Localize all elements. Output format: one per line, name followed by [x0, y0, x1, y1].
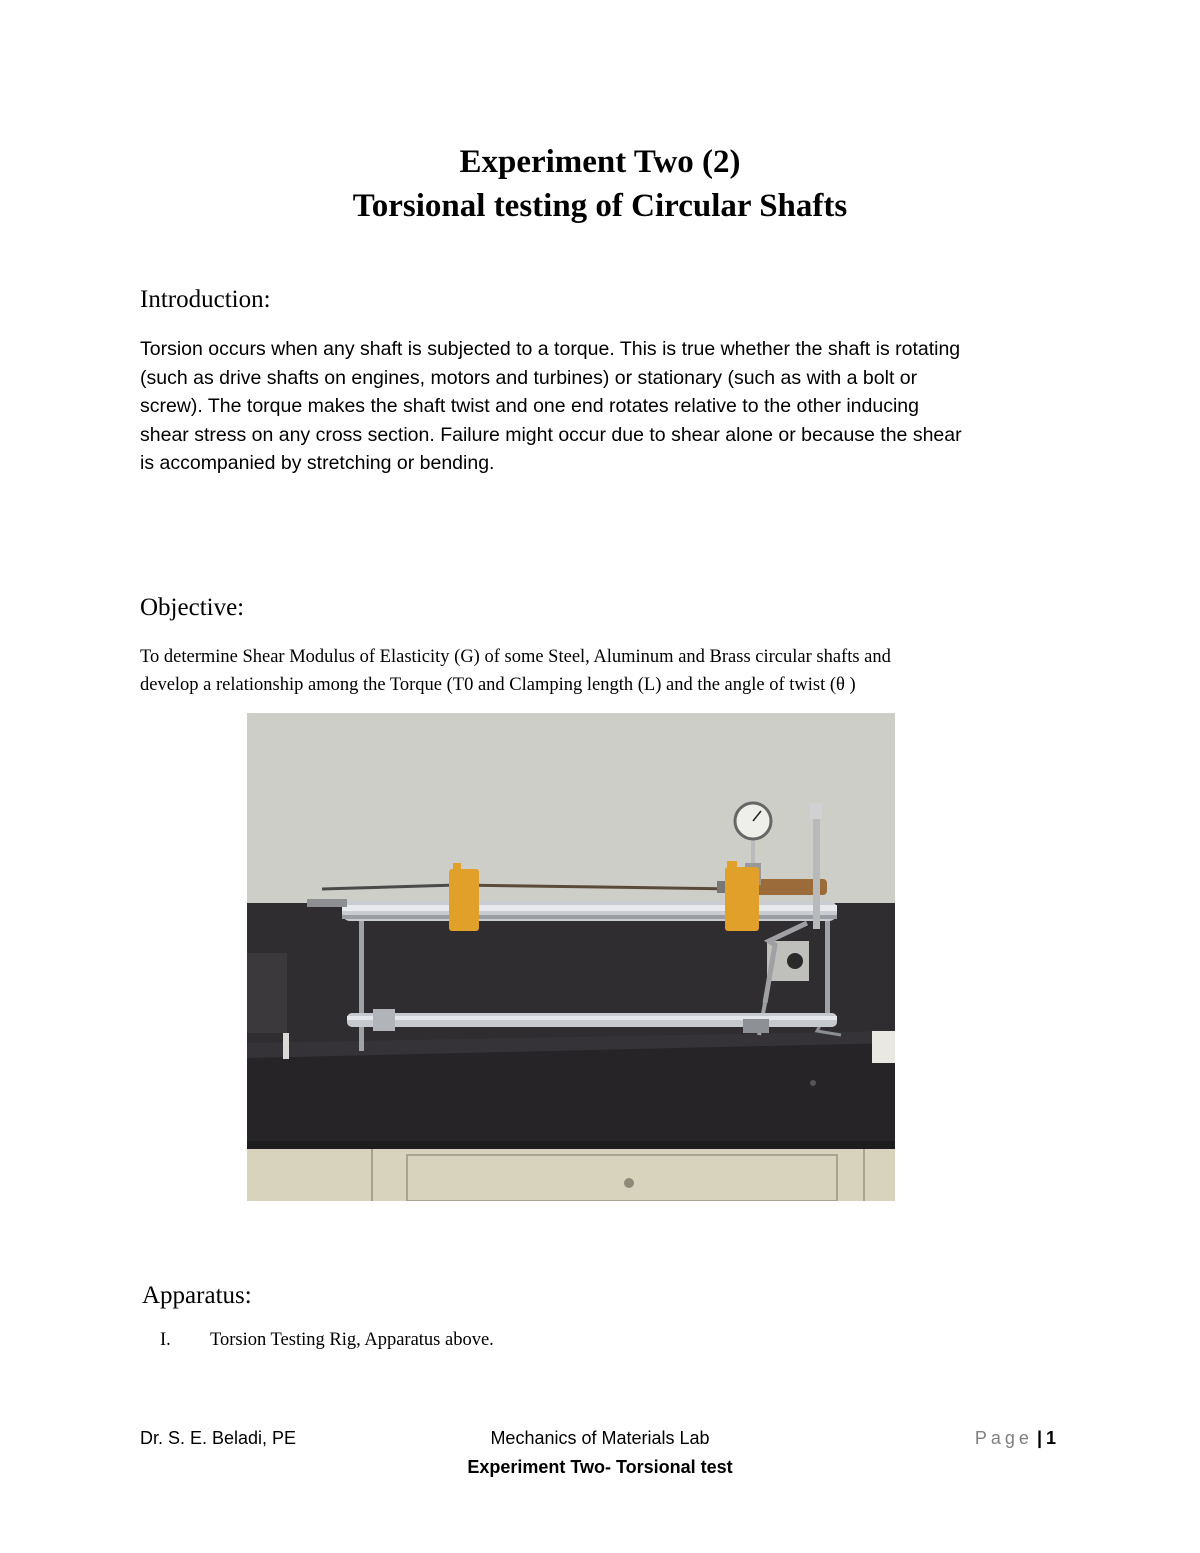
objective-paragraph [140, 643, 1080, 699]
objective-line: To determine Shear Modulus of Elasticity (G) of some Steel, Aluminum and Brass circular shafts and [140, 647, 891, 667]
objective-line: develop a relationship among the Torque (T0 and Clamping length (L) and the angle of twist (θ ) [140, 675, 856, 695]
footer-subtitle: Experiment Two- Torsional test [467, 1457, 733, 1477]
footer-course: Mechanics of Materials Lab [490, 1428, 710, 1448]
list-item [160, 1326, 494, 1354]
footer-page-number: 1 [1045, 1428, 1056, 1448]
title-line-1: Experiment Two (2) [459, 144, 741, 180]
torsion-rig-photo [247, 713, 895, 1201]
introduction-line: Torsion occurs when any shaft is subjected to a torque. This is true whether the shaft is rotating [140, 338, 961, 360]
introduction-paragraph [140, 335, 1080, 478]
footer-page-indicator [975, 1427, 1056, 1449]
footer-separator: | [1036, 1428, 1042, 1448]
introduction-line: is accompanied by stretching or bending. [140, 452, 495, 474]
objective-heading: Objective: [140, 594, 245, 621]
list-item-text: Torsion Testing Rig, Apparatus above. [210, 1330, 494, 1350]
title-line-2: Torsional testing of Circular Shafts [352, 188, 848, 224]
list-item-number: I. [160, 1330, 171, 1350]
introduction-line: screw). The torque makes the shaft twist and one end rotates relative to the other inducing [140, 395, 919, 417]
apparatus-list [160, 1326, 494, 1354]
footer-author: Dr. S. E. Beladi, PE [140, 1428, 297, 1448]
introduction-line: shear stress on any cross section. Failure might occur due to shear alone or because the shear [140, 423, 962, 446]
introduction-heading: Introduction: [140, 286, 271, 313]
introduction-line: (such as drive shafts on engines, motors and turbines) or stationary (such as with a bolt or [140, 366, 918, 389]
footer-page-word: Page [974, 1428, 1033, 1448]
apparatus-heading: Apparatus: [142, 1282, 252, 1309]
